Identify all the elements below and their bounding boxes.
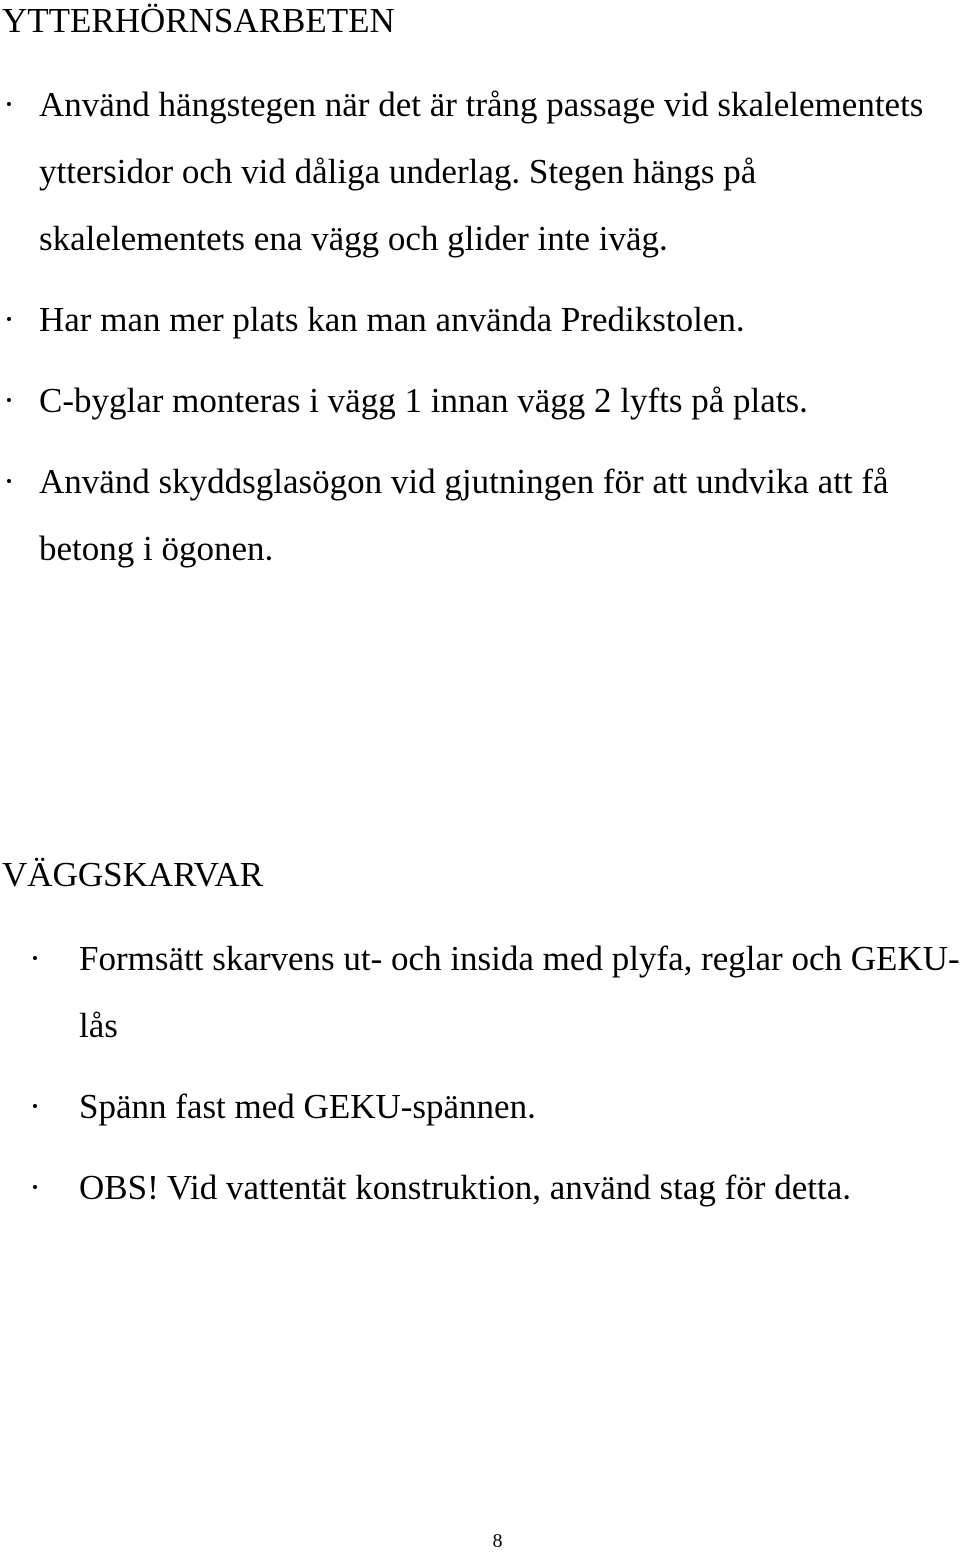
bullet-icon [7, 398, 11, 402]
list-item [79, 1154, 960, 1221]
list-item [39, 448, 960, 582]
list-item-text: Formsätt skarvens ut- och insida med plyfa, reglar och GEKU-lås [79, 939, 960, 1045]
list-item-text: OBS! Vid vattentät konstruktion, använd stag för detta. [79, 1168, 851, 1207]
list-item-text: Spänn fast med GEKU-spännen. [79, 1087, 536, 1126]
list-item [79, 1073, 960, 1140]
bullet-icon [7, 102, 11, 106]
bullet-icon [7, 317, 11, 321]
list-item-text: Använd skyddsglasögon vid gjutningen för att undvika att få betong i ögonen. [39, 462, 889, 568]
section-heading-vaggskarvar: VÄGGSKARVAR [2, 855, 264, 894]
bullet-icon [33, 1185, 37, 1189]
list-item [39, 71, 960, 272]
list-item-text: C-byglar monteras i vägg 1 innan vägg 2 lyfts på plats. [39, 381, 808, 420]
list-item [39, 286, 960, 353]
section-heading-ytterhornsarbeten: YTTERHÖRNSARBETEN [2, 1, 395, 40]
list-item [39, 367, 960, 434]
list-item-text: Har man mer plats kan man använda Predikstolen. [39, 300, 745, 339]
bullet-icon [7, 479, 11, 483]
bullet-list-vaggskarvar [79, 925, 960, 1221]
bullet-icon [33, 956, 37, 960]
list-item [79, 925, 960, 1059]
list-item-text: Använd hängstegen när det är trång passage vid skalelementets yttersidor och vid dåliga underlag. Stegen hängs på skalelementets ena vägg och glider inte iväg. [39, 85, 924, 258]
bullet-list-ytterhornsarbeten [39, 71, 960, 582]
bullet-icon [33, 1104, 37, 1108]
page-number: 8 [492, 1530, 503, 1552]
